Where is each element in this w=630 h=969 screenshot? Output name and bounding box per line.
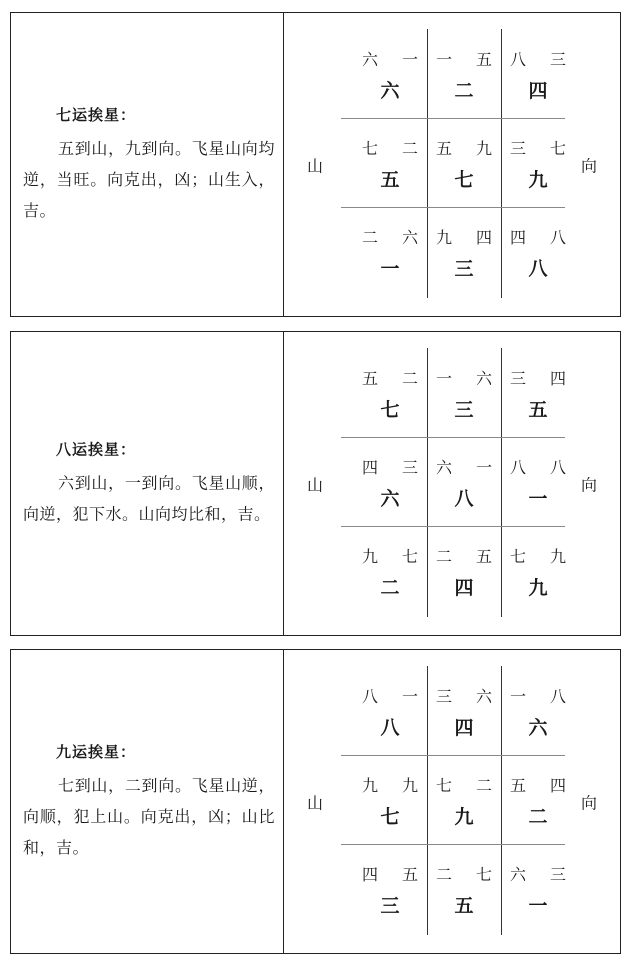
mountain-star: 三 bbox=[436, 687, 453, 706]
palace-cell bbox=[501, 844, 575, 933]
period-star: 二 bbox=[528, 806, 548, 828]
mountain-star: 九 bbox=[362, 776, 379, 795]
star-pair bbox=[427, 544, 501, 567]
description bbox=[23, 104, 275, 226]
star-pair bbox=[427, 773, 501, 796]
palace-cell bbox=[501, 118, 575, 207]
star-pair bbox=[501, 773, 575, 796]
mountain-star: 三 bbox=[510, 139, 527, 158]
period-star: 六 bbox=[528, 717, 548, 739]
mountain-star: 八 bbox=[362, 687, 379, 706]
period-title: 八运挨星： bbox=[56, 440, 137, 458]
palace-cell bbox=[353, 118, 427, 207]
facing-label: 向 bbox=[581, 156, 598, 175]
star-pair bbox=[427, 862, 501, 885]
palace-cell bbox=[427, 348, 501, 437]
mountain-label: 山 bbox=[307, 793, 324, 812]
star-pair bbox=[427, 47, 501, 70]
facing-star: 四 bbox=[549, 776, 566, 795]
description bbox=[23, 438, 275, 529]
facing-star: 六 bbox=[401, 228, 418, 247]
nine-palace-grid bbox=[341, 29, 565, 298]
palace-cell bbox=[353, 844, 427, 933]
period-star: 九 bbox=[454, 806, 474, 828]
palace-cell bbox=[427, 29, 501, 118]
facing-star: 七 bbox=[549, 139, 566, 158]
palace-cell bbox=[501, 666, 575, 755]
facing-star: 八 bbox=[549, 458, 566, 477]
period-star: 五 bbox=[380, 169, 400, 191]
palace-cell bbox=[353, 437, 427, 526]
palace-cell bbox=[501, 755, 575, 844]
period-star: 九 bbox=[528, 169, 548, 191]
facing-star: 九 bbox=[401, 776, 418, 795]
palace-cell bbox=[427, 755, 501, 844]
facing-star: 三 bbox=[549, 865, 566, 884]
mountain-star: 六 bbox=[436, 458, 453, 477]
mountain-star: 五 bbox=[362, 369, 379, 388]
star-pair bbox=[353, 225, 427, 248]
star-pair bbox=[427, 455, 501, 478]
star-pair bbox=[353, 544, 427, 567]
mountain-star: 二 bbox=[362, 228, 379, 247]
chart-panel bbox=[10, 331, 621, 636]
palace-cell bbox=[427, 526, 501, 615]
period-star: 三 bbox=[380, 895, 400, 917]
period-star: 三 bbox=[454, 258, 474, 280]
star-pair bbox=[501, 366, 575, 389]
star-pair bbox=[501, 862, 575, 885]
star-pair bbox=[353, 684, 427, 707]
palace-cell bbox=[427, 666, 501, 755]
palace-cell bbox=[501, 437, 575, 526]
period-star: 八 bbox=[380, 717, 400, 739]
description-column bbox=[11, 650, 284, 953]
palace-cell bbox=[501, 526, 575, 615]
star-pair bbox=[501, 47, 575, 70]
mountain-star: 六 bbox=[362, 50, 379, 69]
mountain-star: 四 bbox=[362, 458, 379, 477]
nine-palace-grid bbox=[341, 666, 565, 935]
facing-star: 六 bbox=[475, 687, 492, 706]
mountain-star: 五 bbox=[510, 776, 527, 795]
period-star: 七 bbox=[380, 399, 400, 421]
facing-star: 六 bbox=[475, 369, 492, 388]
mountain-label: 山 bbox=[307, 156, 324, 175]
period-title: 九运挨星： bbox=[56, 742, 137, 761]
facing-star: 八 bbox=[549, 687, 566, 706]
palace-cell bbox=[353, 526, 427, 615]
mountain-star: 四 bbox=[362, 865, 379, 884]
facing-star: 五 bbox=[475, 547, 492, 566]
mountain-star: 一 bbox=[510, 687, 527, 706]
mountain-star: 九 bbox=[436, 228, 453, 247]
period-star: 五 bbox=[454, 895, 474, 917]
description-column bbox=[11, 332, 284, 635]
mountain-star: 七 bbox=[510, 547, 527, 566]
facing-label: 向 bbox=[581, 793, 598, 812]
period-star: 五 bbox=[528, 399, 548, 421]
mountain-star: 二 bbox=[436, 547, 453, 566]
period-star: 一 bbox=[528, 488, 548, 510]
mountain-star: 六 bbox=[510, 865, 527, 884]
period-star: 一 bbox=[380, 258, 400, 280]
star-pair bbox=[501, 544, 575, 567]
facing-star: 三 bbox=[549, 50, 566, 69]
facing-star: 二 bbox=[401, 369, 418, 388]
description bbox=[23, 741, 275, 863]
star-pair bbox=[501, 455, 575, 478]
period-star: 九 bbox=[528, 577, 548, 599]
star-pair bbox=[427, 225, 501, 248]
facing-star: 三 bbox=[401, 458, 418, 477]
facing-star: 八 bbox=[549, 228, 566, 247]
facing-star: 一 bbox=[475, 458, 492, 477]
period-description: 六到山，一到向。飞星山顺，向逆，犯下水。山向均比和，吉。 bbox=[23, 473, 275, 523]
star-pair bbox=[353, 455, 427, 478]
mountain-star: 一 bbox=[436, 50, 453, 69]
period-star: 二 bbox=[454, 80, 474, 102]
period-description: 五到山，九到向。飞星山向均逆，当旺。向克出，凶；山生入，吉。 bbox=[23, 138, 275, 220]
palace-cell bbox=[353, 755, 427, 844]
facing-star: 七 bbox=[475, 865, 492, 884]
facing-star: 一 bbox=[401, 50, 418, 69]
mountain-star: 一 bbox=[436, 369, 453, 388]
facing-star: 五 bbox=[401, 865, 418, 884]
facing-star: 一 bbox=[401, 687, 418, 706]
facing-star: 五 bbox=[475, 50, 492, 69]
period-star: 八 bbox=[454, 488, 474, 510]
mountain-star: 七 bbox=[362, 139, 379, 158]
period-star: 三 bbox=[454, 399, 474, 421]
period-star: 七 bbox=[380, 806, 400, 828]
palace-cell bbox=[353, 207, 427, 296]
palace-cell bbox=[427, 207, 501, 296]
palace-cell bbox=[501, 29, 575, 118]
palace-cell bbox=[501, 207, 575, 296]
period-star: 七 bbox=[454, 169, 474, 191]
facing-star: 二 bbox=[401, 139, 418, 158]
star-pair bbox=[353, 136, 427, 159]
facing-star: 四 bbox=[549, 369, 566, 388]
period-star: 二 bbox=[380, 577, 400, 599]
palace-cell bbox=[501, 348, 575, 437]
facing-label: 向 bbox=[581, 475, 598, 494]
star-pair bbox=[427, 684, 501, 707]
description-column bbox=[11, 13, 284, 316]
period-star: 四 bbox=[528, 80, 548, 102]
star-pair bbox=[353, 862, 427, 885]
chart-panel bbox=[10, 12, 621, 317]
palace-cell bbox=[353, 348, 427, 437]
star-pair bbox=[501, 136, 575, 159]
mountain-star: 四 bbox=[510, 228, 527, 247]
period-star: 六 bbox=[380, 80, 400, 102]
star-pair bbox=[501, 684, 575, 707]
facing-star: 二 bbox=[475, 776, 492, 795]
period-star: 八 bbox=[528, 258, 548, 280]
period-star: 六 bbox=[380, 488, 400, 510]
mountain-star: 三 bbox=[510, 369, 527, 388]
palace-cell bbox=[353, 666, 427, 755]
period-star: 四 bbox=[454, 717, 474, 739]
mountain-label: 山 bbox=[307, 475, 324, 494]
mountain-star: 八 bbox=[510, 50, 527, 69]
star-pair bbox=[353, 366, 427, 389]
period-description: 七到山，二到向。飞星山逆，向顺，犯上山。向克出，凶；山比和，吉。 bbox=[23, 775, 275, 857]
palace-cell bbox=[353, 29, 427, 118]
star-pair bbox=[501, 225, 575, 248]
mountain-star: 五 bbox=[436, 139, 453, 158]
period-title: 七运挨星： bbox=[56, 105, 137, 124]
mountain-star: 九 bbox=[362, 547, 379, 566]
palace-cell bbox=[427, 118, 501, 207]
chart-panel bbox=[10, 649, 621, 954]
period-star: 一 bbox=[528, 895, 548, 917]
nine-palace-grid bbox=[341, 348, 565, 617]
palace-cell bbox=[427, 844, 501, 933]
mountain-star: 二 bbox=[436, 865, 453, 884]
facing-star: 九 bbox=[475, 139, 492, 158]
star-pair bbox=[427, 366, 501, 389]
facing-star: 七 bbox=[401, 547, 418, 566]
palace-cell bbox=[427, 437, 501, 526]
mountain-star: 七 bbox=[436, 776, 453, 795]
star-pair bbox=[427, 136, 501, 159]
period-star: 四 bbox=[454, 577, 474, 599]
star-pair bbox=[353, 47, 427, 70]
facing-star: 四 bbox=[475, 228, 492, 247]
mountain-star: 八 bbox=[510, 458, 527, 477]
star-pair bbox=[353, 773, 427, 796]
facing-star: 九 bbox=[549, 547, 566, 566]
